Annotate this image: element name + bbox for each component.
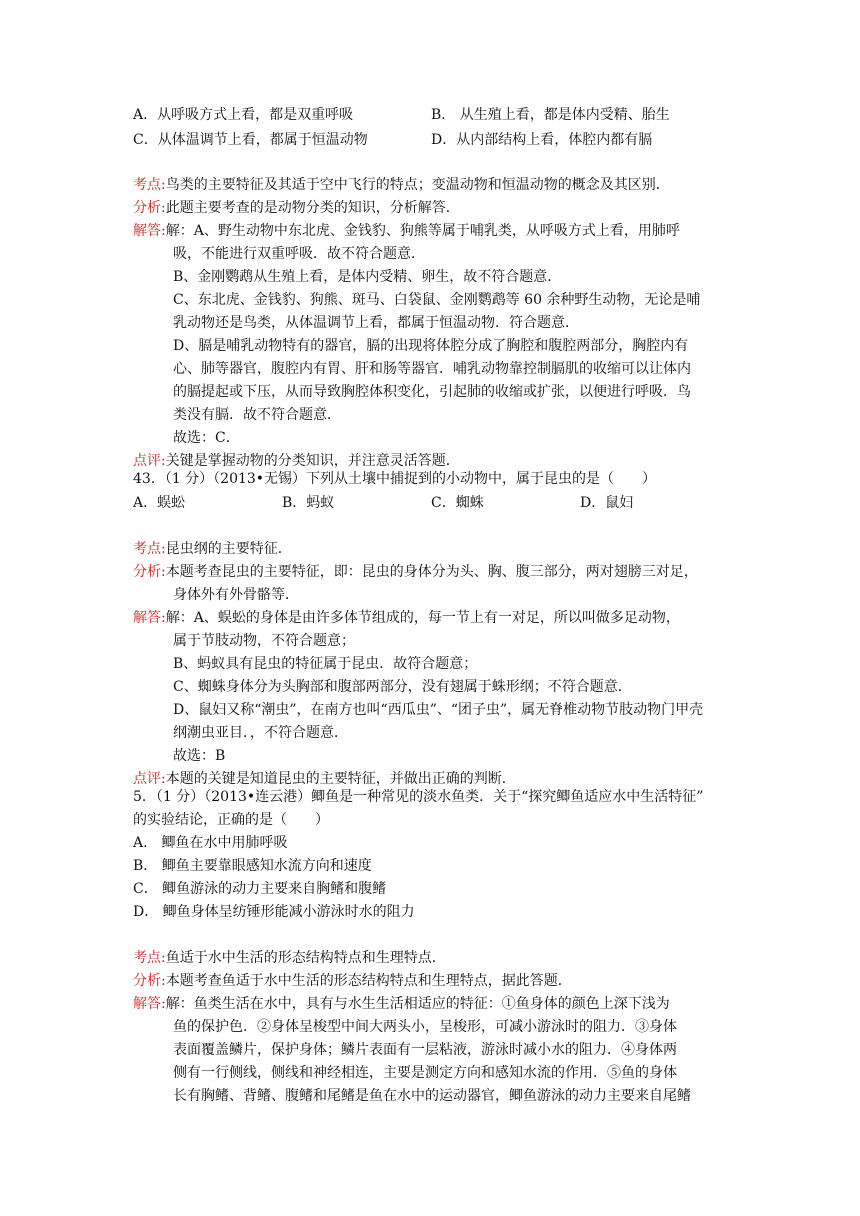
q5-option-b: B． 鲫鱼主要靠眼感知水流方向和速度 [133,858,372,874]
fenxi-label: 分析: [133,200,166,216]
q5-fenxi-row [133,970,572,992]
jieda-line: 类没有膈．故不符合题意． [173,407,341,423]
q43-jieda-row [133,607,680,629]
q5-option-a: A． 鲫鱼在水中用肺呼吸 [133,835,288,851]
jieda-line: D、鼠妇又称“潮虫”，在南方也叫“西瓜虫”、“团子虫”，属无脊椎动物节肢动物门甲壳 [173,702,704,718]
q43-kaodian-row [133,538,292,560]
jieda-line: 解：鱼类生活在水中，具有与水生生活相适应的特征：①鱼身体的颜色上深下浅为 [165,996,670,1012]
q5-kaodian-row [133,947,446,969]
jieda-line: D、膈是哺乳动物特有的器官，膈的出现将体腔分成了胸腔和腹腔两部分，胸腔内有 [173,338,689,354]
q5-option-c: C． 鲫鱼游泳的动力主要来自胸鳍和腹鳍 [133,881,387,897]
fenxi-text: 本题考查鱼适于水中生活的形态结构特点和生理特点，据此答题． [165,973,572,989]
q5-jieda-row [133,993,670,1015]
dianping-label: 点评: [133,453,166,469]
jieda-line: B、金刚鹦鹉从生殖上看，是体内受精、卵生，故不符合题意． [173,269,562,285]
jieda-line: C、蜘蛛身体分为头胸部和腹部两部分，没有翅属于蛛形纲；不符合题意． [173,679,632,695]
option-d: D．从内部结构上看，体腔内都有膈 [431,132,653,148]
q43-option-a: A．蜈蚣 [133,495,186,511]
dianping-text: 关键是掌握动物的分类知识，并注意灵活答题． [165,453,460,469]
kaodian-label: 考点: [133,177,166,193]
q5-stem-line: 5．（1 分）（2013•连云港）鲫鱼是一种常见的淡水鱼类．关于“探究鲫鱼适应水中生活特征” [133,789,704,805]
fenxi-row [133,197,460,219]
q43-option-c: C．蜘蛛 [431,495,484,511]
jieda-line: 心、肺等器官，腹腔内有胃、肝和肠等器官．哺乳动物靠控制膈肌的收缩可以让体内 [173,361,691,377]
kaodian-label: 考点: [133,950,166,966]
option-a: A．从呼吸方式上看，都是双重呼吸 [133,107,354,123]
jieda-line: 纲潮虫亚目．，不符合题意． [173,725,348,741]
jieda-line: 解：A、野生动物中东北虎、金钱豹、狗熊等属于哺乳类，从呼吸方式上看，用肺呼 [165,223,680,239]
option-b: B． 从生殖上看，都是体内受精、胎生 [431,107,670,123]
jieda-row [133,220,680,242]
jieda-line: 长有胸鳍、背鳍、腹鳍和尾鳍是鱼在水中的运动器官，鲫鱼游泳的动力主要来自尾鳍 [173,1088,691,1104]
fenxi-label: 分析: [133,564,166,580]
jieda-line: 吸，不能进行双重呼吸．故不符合题意． [173,246,425,262]
jieda-line: 属于节肢动物，不符合题意； [173,633,355,649]
q43-fenxi-row [133,561,698,583]
jieda-line: C、东北虎、金钱豹、狗熊、斑马、白袋鼠、金刚鹦鹉等 60 余种野生动物，无论是哺 [173,292,701,308]
dianping-label: 点评: [133,771,166,787]
jieda-line: 表面覆盖鳞片，保护身体；鳞片表面有一层粘液，游泳时减小水的阻力．④身体两 [173,1042,677,1058]
jieda-line: 解：A、蜈蚣的身体是由许多体节组成的，每一节上有一对足，所以叫做多足动物， [165,610,680,626]
option-c: C．从体温调节上看，都属于恒温动物 [133,132,368,148]
kaodian-row [133,174,670,196]
q43-stem: 43．（1 分）（2013•无锡）下列从土壤中捕捉到的小动物中，属于昆虫的是（ ） [133,471,657,487]
dianping-text: 本题的关键是知道昆虫的主要特征，并做出正确的判断． [165,771,516,787]
q43-option-b: B．蚂蚁 [282,495,335,511]
fenxi-text: 身体外有外骨骼等． [173,587,299,603]
jieda-label: 解答: [133,610,166,626]
jieda-line: 故选：C． [173,430,240,446]
jieda-line: 鱼的保护色．②身体呈梭型中间大两头小，呈梭形，可减小游泳时的阻力．③身体 [173,1019,677,1035]
jieda-line: 侧有一行侧线，侧线和神经相连，主要是测定方向和感知水流的作用．⑤鱼的身体 [173,1065,677,1081]
jieda-label: 解答: [133,996,166,1012]
jieda-line: B、蚂蚁具有昆虫的特征属于昆虫．故符合题意； [173,656,478,672]
q5-option-d: D． 鲫鱼身体呈纺锤形能减小游泳时水的阻力 [133,904,415,920]
fenxi-text: 本题考查昆虫的主要特征，即：昆虫的身体分为头、胸、腹三部分，两对翅膀三对足， [165,564,698,580]
fenxi-label: 分析: [133,973,166,989]
jieda-label: 解答: [133,223,166,239]
kaodian-label: 考点: [133,541,166,557]
jieda-line: 乳动物还是鸟类，从体温调节上看，都属于恒温动物．符合题意． [173,315,579,331]
kaodian-text: 鸟类的主要特征及其适于空中飞行的特点；变温动物和恒温动物的概念及其区别． [165,177,670,193]
kaodian-text: 昆虫纲的主要特征． [165,541,292,557]
jieda-line: 的膈提起或下压，从而导致胸腔体积变化，引起肺的收缩或扩张，以便进行呼吸．鸟 [173,384,691,400]
q43-option-d: D．鼠妇 [580,495,634,511]
q5-stem-line: 的实验结论，正确的是（ ） [133,812,329,828]
kaodian-text: 鱼适于水中生活的形态结构特点和生理特点． [165,950,446,966]
fenxi-text: 此题主要考查的是动物分类的知识，分析解答． [165,200,460,216]
jieda-line: 故选：B [173,748,226,764]
